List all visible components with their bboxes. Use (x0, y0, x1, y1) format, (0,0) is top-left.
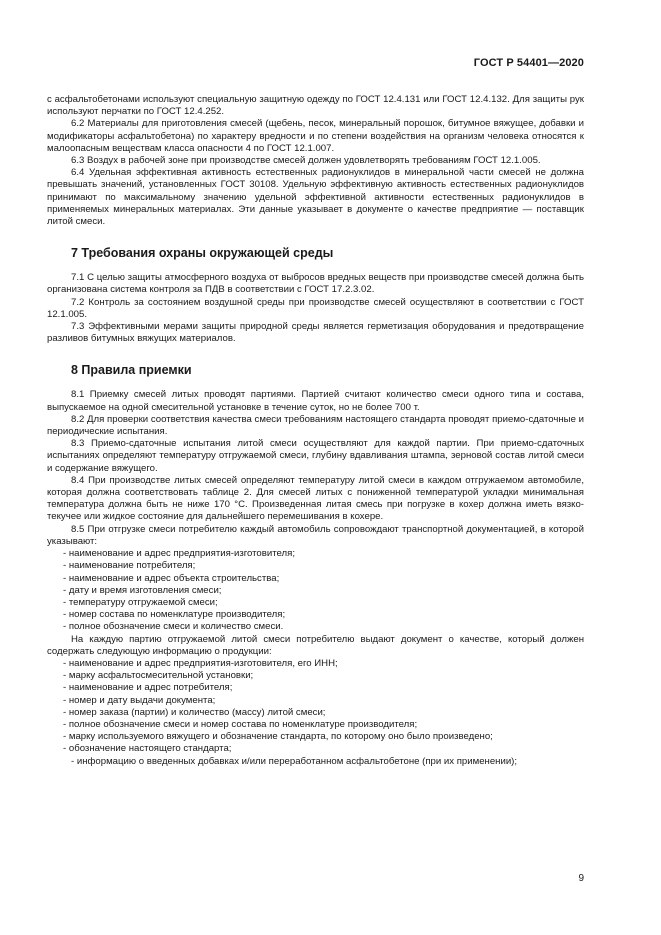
body-paragraph: 6.4 Удельная эффективная активность естественных радионуклидов в минеральной части смесей не должна превышать значений, установленных ГОСТ 30108. Удельную эффективную активность естественных радионуклидов принимают по максимальному значению удельной эффективной активности естественных радионуклидов в применяемых минеральных материалах. Эти данные указывает в документе о качестве предприятие — поставщик литой смеси. (47, 167, 584, 228)
list-item: - наименование и адрес потребителя; (63, 682, 233, 694)
list-item: - марку используемого вяжущего и обозначение стандарта, по которому оно было произведено; (63, 731, 493, 743)
transport-doc-list (47, 548, 584, 633)
list-item: - наименование и адрес объекта строительства; (63, 572, 280, 584)
list-item: - наименование и адрес предприятия-изготовителя; (63, 548, 295, 560)
document-header-id: ГОСТ Р 54401—2020 (473, 57, 584, 69)
body-paragraph: 6.3 Воздух в рабочей зоне при производстве смесей должен удовлетворять требованиям ГОСТ 12.1.005. (71, 155, 541, 167)
body-paragraph: 8.5 При отгрузке смеси потребителю каждый автомобиль сопровождают транспортной документацией, в которой указывают: (47, 523, 584, 547)
section-8-heading: 8 Правила приемки (71, 363, 192, 378)
list-item: - обозначение настоящего стандарта; (63, 743, 232, 755)
section-7-heading: 7 Требования охраны окружающей среды (71, 246, 334, 261)
body-paragraph: На каждую партию отгружаемой литой смеси потребителю выдают документ о качестве, который должен содержать следующую информацию о продукции: (47, 633, 584, 657)
page-number: 9 (578, 873, 584, 884)
list-item: - дату и время изготовления смеси; (63, 584, 222, 596)
list-item: - номер и дату выдачи документа; (63, 694, 216, 706)
body-paragraph: 8.1 Приемку смесей литых проводят партиями. Партией считают количество смеси одного типа и состава, выпускаемое на одной смесительной установке в течение суток, но не более 700 т. (47, 389, 584, 413)
body-paragraph: 8.3 Приемо-сдаточные испытания литой смеси осуществляют для каждой партии. При приемо-сдаточных испытаниях определяют температуру отгружаемой смеси, глубину вдавливания штампа, зерновой состав литой смеси и содержание вяжущего. (47, 438, 584, 474)
body-paragraph: с асфальтобетонами используют специальную защитную одежду по ГОСТ 12.4.131 или ГОСТ 12.4.132. Для защиты рук используют перчатки по ГОСТ 12.4.252. (47, 94, 584, 118)
list-item: - наименование потребителя; (63, 560, 196, 572)
body-paragraph: 7.1 С целью защиты атмосферного воздуха от выбросов вредных веществ при производстве смесей должна быть организована система контроля за ПДВ в соответствии с ГОСТ 17.2.3.02. (47, 272, 584, 296)
list-item: - температуру отгружаемой смеси; (63, 596, 218, 608)
document-body (47, 94, 584, 768)
list-item: - марку асфальтосмесительной установки; (63, 670, 254, 682)
list-item: - номер заказа (партии) и количество (массу) литой смеси; (63, 706, 326, 718)
body-paragraph: 7.3 Эффективными мерами защиты природной среды является герметизация оборудования и предотвращение разливов битумных вяжущих материалов. (47, 321, 584, 345)
body-paragraph: 7.2 Контроль за состоянием воздушной среды при производстве смесей осуществляют в соответствии с ГОСТ 12.1.005. (47, 296, 584, 320)
body-paragraph: 8.4 При производстве литых смесей определяют температуру литой смеси в каждом отгружаемом автомобиле, которая должна соответствовать таблице 2. Для смесей литых с пониженной температурой укладки минимальная температура должна быть не ниже 170 °С. Произведенная литая смесь при погрузке в кохер должна иметь вязко-текучее или жидкое состояние для дальнейшего перемешивания в кохере. (47, 474, 584, 523)
body-paragraph: 8.2 Для проверки соответствия качества смеси требованиям настоящего стандарта проводят приемо-сдаточные и периодические испытания. (47, 413, 584, 438)
list-item: - информацию о введенных добавках и/или переработанном асфальтобетоне (при их применении); (71, 755, 518, 767)
body-paragraph: 6.2 Материалы для приготовления смесей (щебень, песок, минеральный порошок, битумное вяжущее, добавки и модификаторы асфальтобетона) по характеру вредности и по степени воздействия на организм человека относятся к малоопасным веществам класса опасности 4 по ГОСТ 12.1.007. (47, 118, 584, 154)
list-item: - полное обозначение смеси и количество смеси. (63, 621, 284, 633)
list-item: - номер состава по номенклатуре производителя; (63, 609, 286, 621)
list-item: - полное обозначение смеси и номер состава по номенклатуре производителя; (63, 718, 418, 730)
list-item: - наименование и адрес предприятия-изготовителя, его ИНН; (63, 657, 338, 669)
quality-doc-list (47, 658, 584, 768)
